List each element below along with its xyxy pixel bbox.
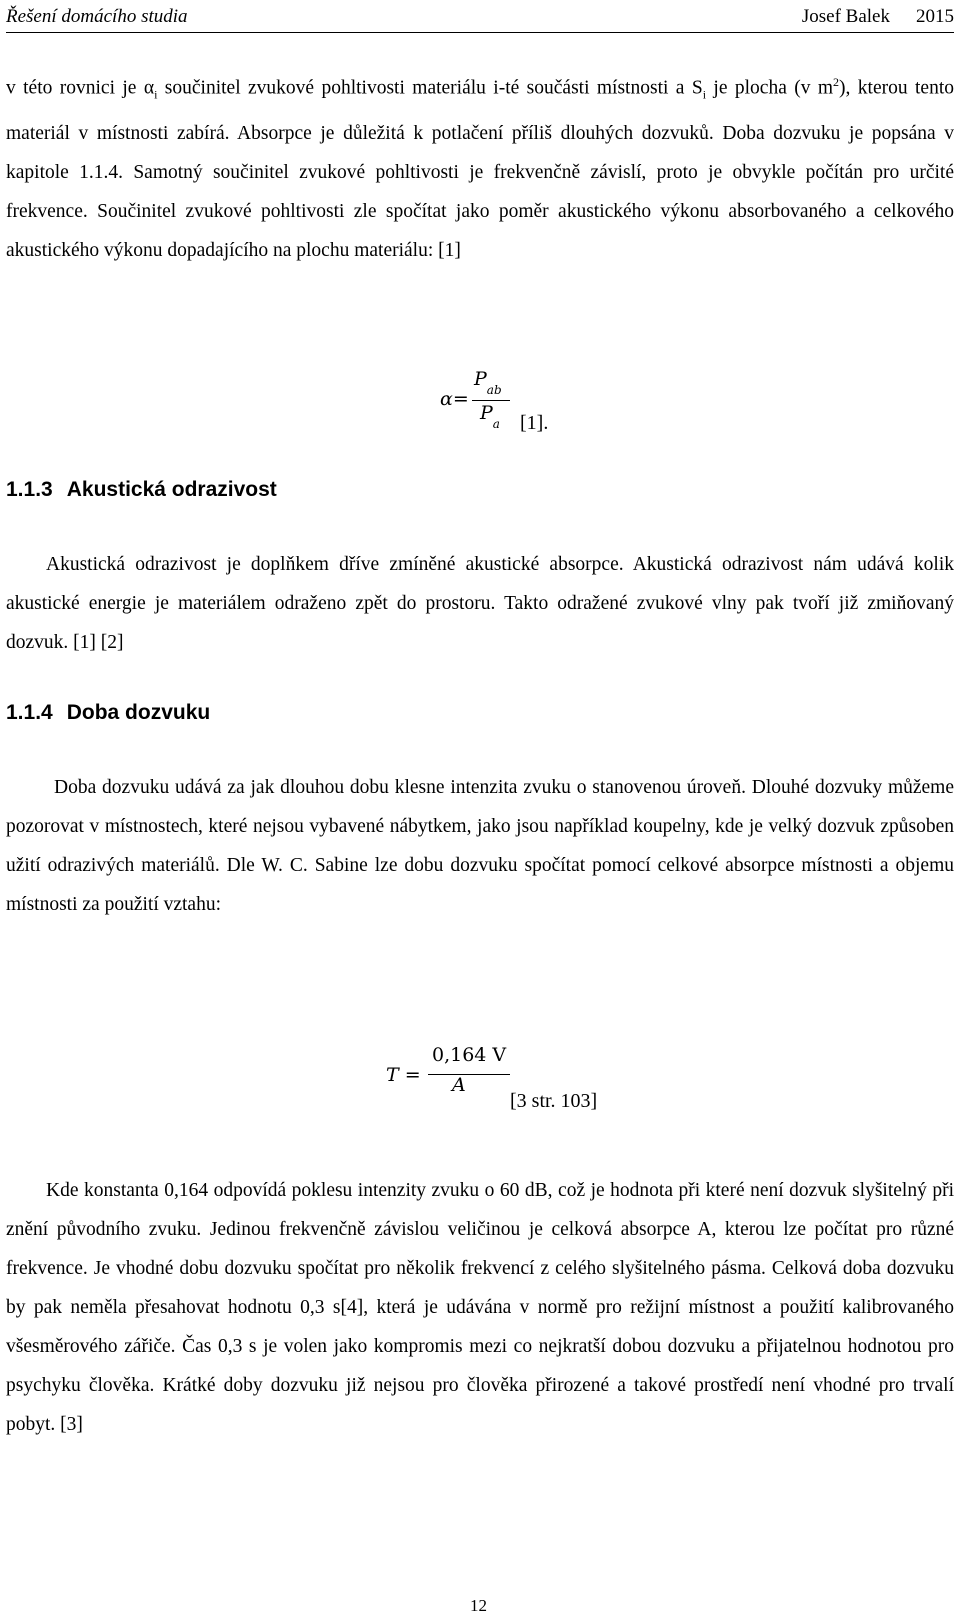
header-author: Josef Balek [801, 6, 890, 27]
page-header [6, 6, 954, 33]
section-number: 1.1.3 [6, 478, 53, 501]
formula-numerator: 0,164 V [432, 1044, 507, 1066]
fraction-bar [428, 1074, 510, 1075]
formula-absorption-coefficient [440, 368, 600, 448]
header-title: Řešení domácího studia [6, 6, 188, 27]
formula-reverberation-time [386, 1044, 626, 1122]
header-year: 2015 [916, 6, 954, 27]
fraction-bar [472, 400, 510, 401]
paragraph-constant: Kde konstanta 0,164 odpovídá poklesu intenzity zvuku o 60 dB, což je hodnota při které není dozvuk slyšitelný při znění původního zvuku. Jedinou frekvenčně závislou veličinou je celková absorpce A, kterou lze počítat pro různé frekvence. Je vhodné dobu dozvuku spočítat pro několik frekvencí z celého slyšitelného pásma. Celková doba dozvuku by pak neměla přesahovat hodnotu 0,3 s[4], která je udávána v normě pro režijní místnost a použití kalibrovaného všesměrového zářiče. Čas 0,3 s je volen jako kompromis mezi co nejkratší dobou dozvuku a přijatelnou hodnotou pro psychyku člověka. Krátké doby dozvuku již nejsou pro člověka přirozené a takové prostředí není vhodné pro trvalí pobyt. [3] [6, 1180, 954, 1435]
formula-numerator: $P_{ab}$ [474, 368, 502, 397]
section-title: Doba dozvuku [66, 701, 211, 724]
formula-lhs: T = [386, 1064, 421, 1086]
section-title: Akustická odrazivost [66, 478, 277, 501]
section-heading-reverberation [6, 701, 210, 725]
formula-citation: [1]. [520, 412, 549, 434]
section-heading-reflectivity [6, 478, 277, 502]
section-number: 1.1.4 [6, 701, 53, 724]
paragraph-reflectivity: Akustická odrazivost je doplňkem dříve zmíněné akustické absorpce. Akustická odrazivost nám udává kolik akustické energie je materiálem odraženo zpět do prostoru. Takto odražené zvukové vlny pak tvoří již zmiňovaný dozvuk. [1] [2] [6, 554, 954, 653]
formula-lhs: α= [440, 388, 469, 410]
formula-citation: [3 str. 103] [510, 1090, 598, 1112]
paragraph-absorption: v této rovnici je $\alpha_i$ součinitel zvukové pohltivosti materiálu i-té součásti místnosti a $S_i$ je plocha (v $m^2$), kterou tento materiál v místnosti zabírá. Absorpce je důležitá k potlačení příliš dlouhých dozvuků. Doba dozvuku je popsána v kapitole 1.1.4. Samotný součinitel zvukové pohltivosti je frekvenčně závislí, proto je obvykle počítán pro určité frekvence. Součinitel zvukové pohltivosti zle spočítat jako poměr akustického výkonu absorbovaného a celkového akustického výkonu dopadajícího na plochu materiálu: [1] [6, 75, 954, 262]
formula-denominator: A [452, 1074, 466, 1096]
page-number: 12 [470, 1596, 487, 1615]
formula-denominator: $P_a$ [480, 402, 500, 431]
paragraph-reverberation: Doba dozvuku udává za jak dlouhou dobu klesne intenzita zvuku o stanovenou úroveň. Dlouhé dozvuky můžeme pozorovat v místnostech, které nejsou vybavené nábytkem, jako jsou například koupelny, kde je velký dozvuk způsoben užití odrazivých materiálů. Dle W. C. Sabine lze dobu dozvuku spočítat pomocí celkové absorpce místnosti a objemu místnosti za použití vztahu: [6, 777, 954, 915]
